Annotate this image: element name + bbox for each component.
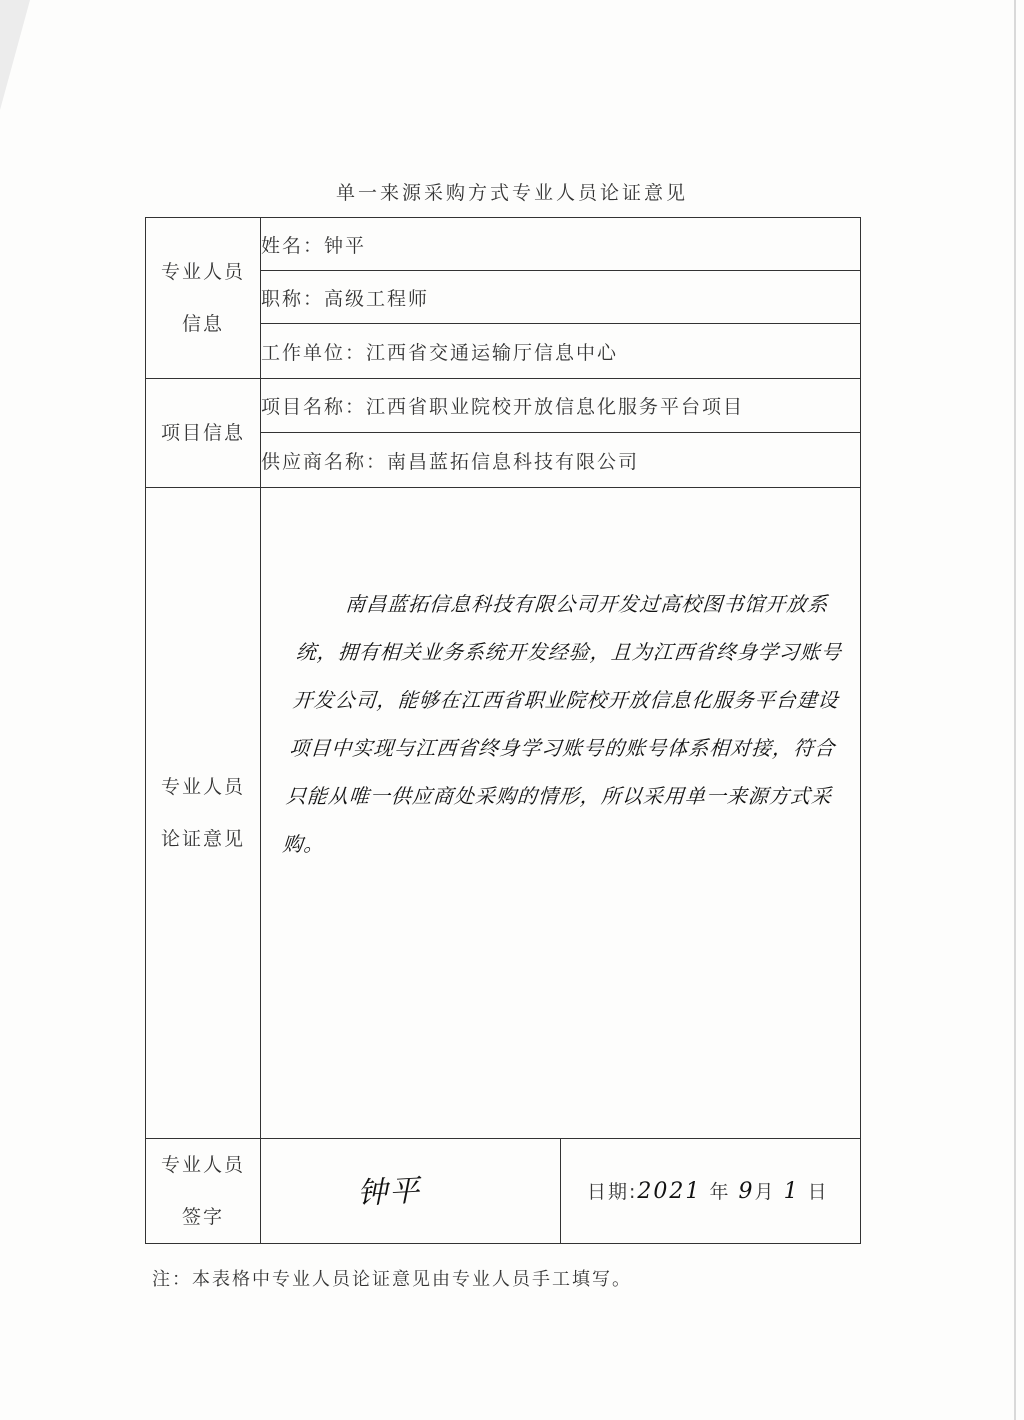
signature-cell: [261, 1139, 561, 1244]
date-year: 2021: [637, 1179, 702, 1204]
signature-label: [146, 1139, 261, 1244]
handwritten-opinion: 南昌蓝拓信息科技有限公司开发过高校图书馆开放系统，拥有相关业务系统开发经验，且为江西省终身学习账号开发公司，能够在江西省职业院校开放信息化服务平台建设项目中实现与江西省终身学习账号的账号体系相对接，符合只能从唯一供应商处采购的情形，所以采用单一来源方式采购。: [281, 592, 843, 856]
handwritten-signature: 钟平: [356, 1173, 423, 1212]
opinion-label-text: 专业人员论证意见: [160, 776, 245, 850]
date-day-unit: 日: [807, 1181, 829, 1203]
date-month: 9: [738, 1179, 755, 1204]
page-corner-shadow: [0, 0, 30, 110]
expert-title-field: 职称：高级工程师: [261, 271, 861, 324]
date-year-unit: 年: [709, 1181, 731, 1203]
signature-label-text: 专业人员签字: [160, 1154, 245, 1228]
opinion-cell: [261, 488, 861, 1139]
date-cell: [561, 1139, 861, 1244]
sign-date: [587, 1177, 829, 1204]
date-day: 1: [783, 1179, 800, 1204]
expert-info-label-text: 专业人员信息: [160, 261, 245, 335]
date-month-unit: 月: [754, 1181, 776, 1203]
opinion-form-table: [145, 217, 861, 1244]
expert-name-field: 姓名：钟平: [261, 218, 861, 271]
document-title: 单一来源采购方式专业人员论证意见: [335, 182, 688, 204]
expert-employer-field: 工作单位：江西省交通运输厅信息中心: [261, 324, 861, 379]
footnote: 注：本表格中专业人员论证意见由专业人员手工填写。: [152, 1269, 632, 1290]
project-name-field: 项目名称：江西省职业院校开放信息化服务平台项目: [261, 379, 861, 433]
date-label: 日期:: [587, 1181, 638, 1203]
project-info-label: 项目信息: [146, 379, 261, 488]
supplier-name-field: 供应商名称：南昌蓝拓信息科技有限公司: [261, 433, 861, 488]
expert-info-label: [146, 218, 261, 379]
opinion-label: [146, 488, 261, 1139]
page-edge: [1014, 0, 1016, 1420]
